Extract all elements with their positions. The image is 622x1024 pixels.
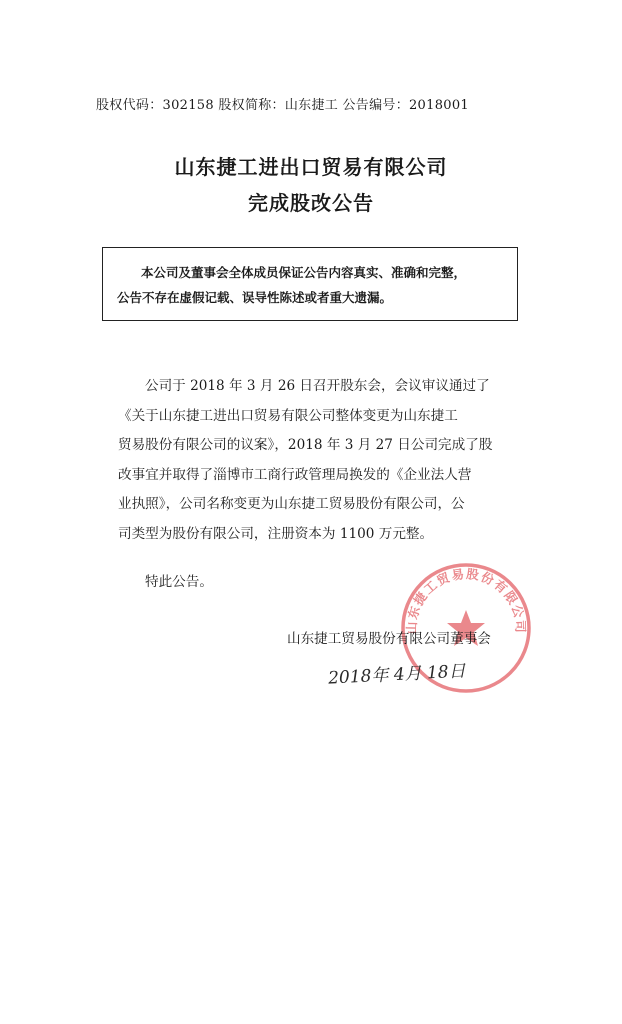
stock-info-header: 股权代码：302158 股权简称：山东捷工 公告编号：2018001 (96, 98, 469, 113)
body-line-6: 司类型为股份有限公司，注册资本为 1100 万元整。 (118, 525, 434, 542)
announcement-body (118, 372, 518, 549)
body-line-1: 公司于 2018 年 3 月 26 日召开股东会，会议审议通过了 (145, 378, 490, 394)
company-title: 山东捷工进出口贸易有限公司 (174, 155, 448, 179)
signer-name: 山东捷工贸易股份有限公司董事会 (287, 631, 491, 647)
body-line-5: 业执照》，公司名称变更为山东捷工贸易股份有限公司，公 (118, 496, 465, 512)
disclaimer-line-1: 本公司及董事会全体成员保证公告内容真实、准确和完整， (141, 265, 467, 280)
disclaimer-line-2: 公告不存在虚假记载、误导性陈述或者重大遗漏。 (117, 290, 393, 305)
body-line-4: 改事宜并取得了淄博市工商行政管理局换发的《企业法人营 (118, 466, 472, 483)
seal-text: 山东捷工贸易股份有限公司 (403, 566, 529, 635)
body-line-3: 贸易股份有限公司的议案》，2018 年 3 月 27 日公司完成了股 (118, 437, 493, 453)
announcement-title: 完成股改公告 (248, 191, 374, 215)
disclaimer-box (102, 247, 518, 321)
body-line-2: 《关于山东捷工进出口贸易有限公司整体变更为山东捷工 (118, 407, 458, 424)
handwritten-date: 2018年 4月 18日 (327, 661, 467, 689)
closing-remark: 特此公告。 (145, 574, 213, 590)
